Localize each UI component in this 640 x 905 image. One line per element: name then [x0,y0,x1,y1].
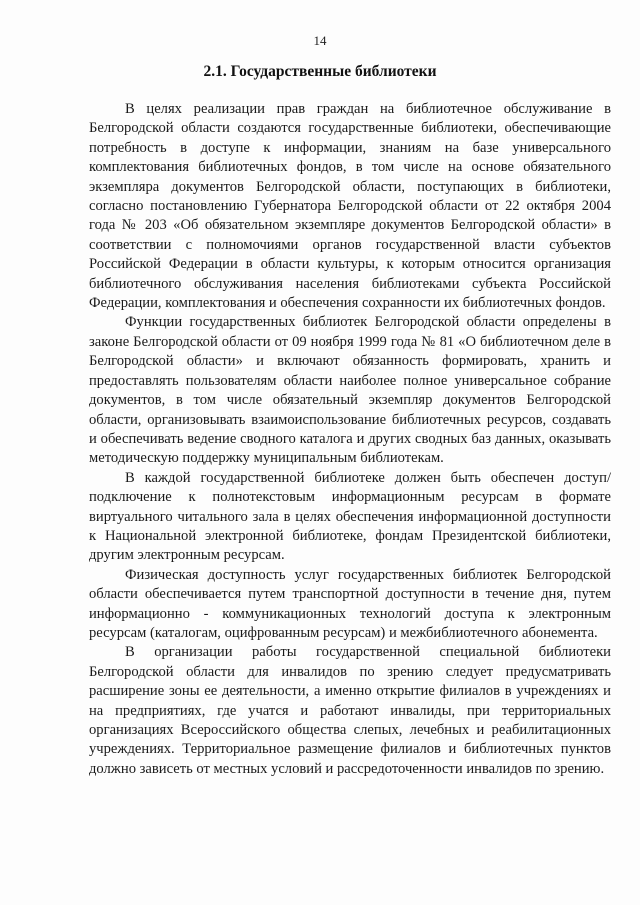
page-number: 14 [313,33,327,48]
document-body [89,100,611,779]
paragraph-4: Физическая доступность услуг государственных библиотек Белгородской области обеспечивается путем транспортной доступности в течение дня, путем информационно - коммуникационных технологий доступа к электронным ресурсам (каталогам, оцифрованным ресурсам) и межбиблиотечного абонемента. [89,566,611,641]
paragraph-2: Функции государственных библиотек Белгородской области определены в законе Белгородской области от 09 ноября 1999 года № 81 «О библиотечном деле в Белгородской области» и включают обязанность формировать, хранить и предоставлять пользователям области наиболее полное универсальное собрание документов, в том числе обязательный экземпляр документов Белгородской области, организовывать взаимоиспользование библиотечных ресурсов, создавать и обеспечивать ведение сводного каталога и других сводных баз данных, оказывать методическую поддержку муниципальным библиотекам. [89,314,611,467]
paragraph-1: В целях реализации прав граждан на библиотечное обслуживание в Белгородской области создаются государственные библиотеки, обеспечивающие потребность в доступе к информации, знаниям на базе универсального комплектования библиотечных фондов, в том числе на основе обязательного экземпляра документов Белгородской области, поступающих в библиотеки, согласно постановлению Губернатора Белгородской области от 22 октября 2004 года № 203 «Об обязательном экземпляре документов Белгородской области» в соответствии с полномочиями органов государственной власти субъектов Российской Федерации в области культуры, к которым относится организация библиотечного обслуживания населения библиотеками субъекта Российской Федерации, комплектования и обеспечения сохранности их библиотечных фондов. [89,101,611,312]
paragraph-5: В организации работы государственной специальной библиотеки Белгородской области для инвалидов по зрению следует предусматривать расширение зоны ее деятельности, а именно открытие филиалов в учреждениях и на предприятиях, где учатся и работают инвалиды, при территориальных организациях Всероссийского общества слепых, лечебных и реабилитационных учреждениях. Территориальное размещение филиалов и библиотечных пунктов должно зависеть от местных условий и рассредоточенности инвалидов по зрению. [89,644,611,777]
section-title: 2.1. Государственные библиотеки [203,63,437,80]
paragraph-3: В каждой государственной библиотеке должен быть обеспечен доступ/подключение к полнотекстовым информационным ресурсам в формате виртуального читального зала в целях обеспечения информационной доступности к Национальной электронной библиотеке, фондам Президентской библиотеки, другим электронным ресурсам. [89,469,611,564]
